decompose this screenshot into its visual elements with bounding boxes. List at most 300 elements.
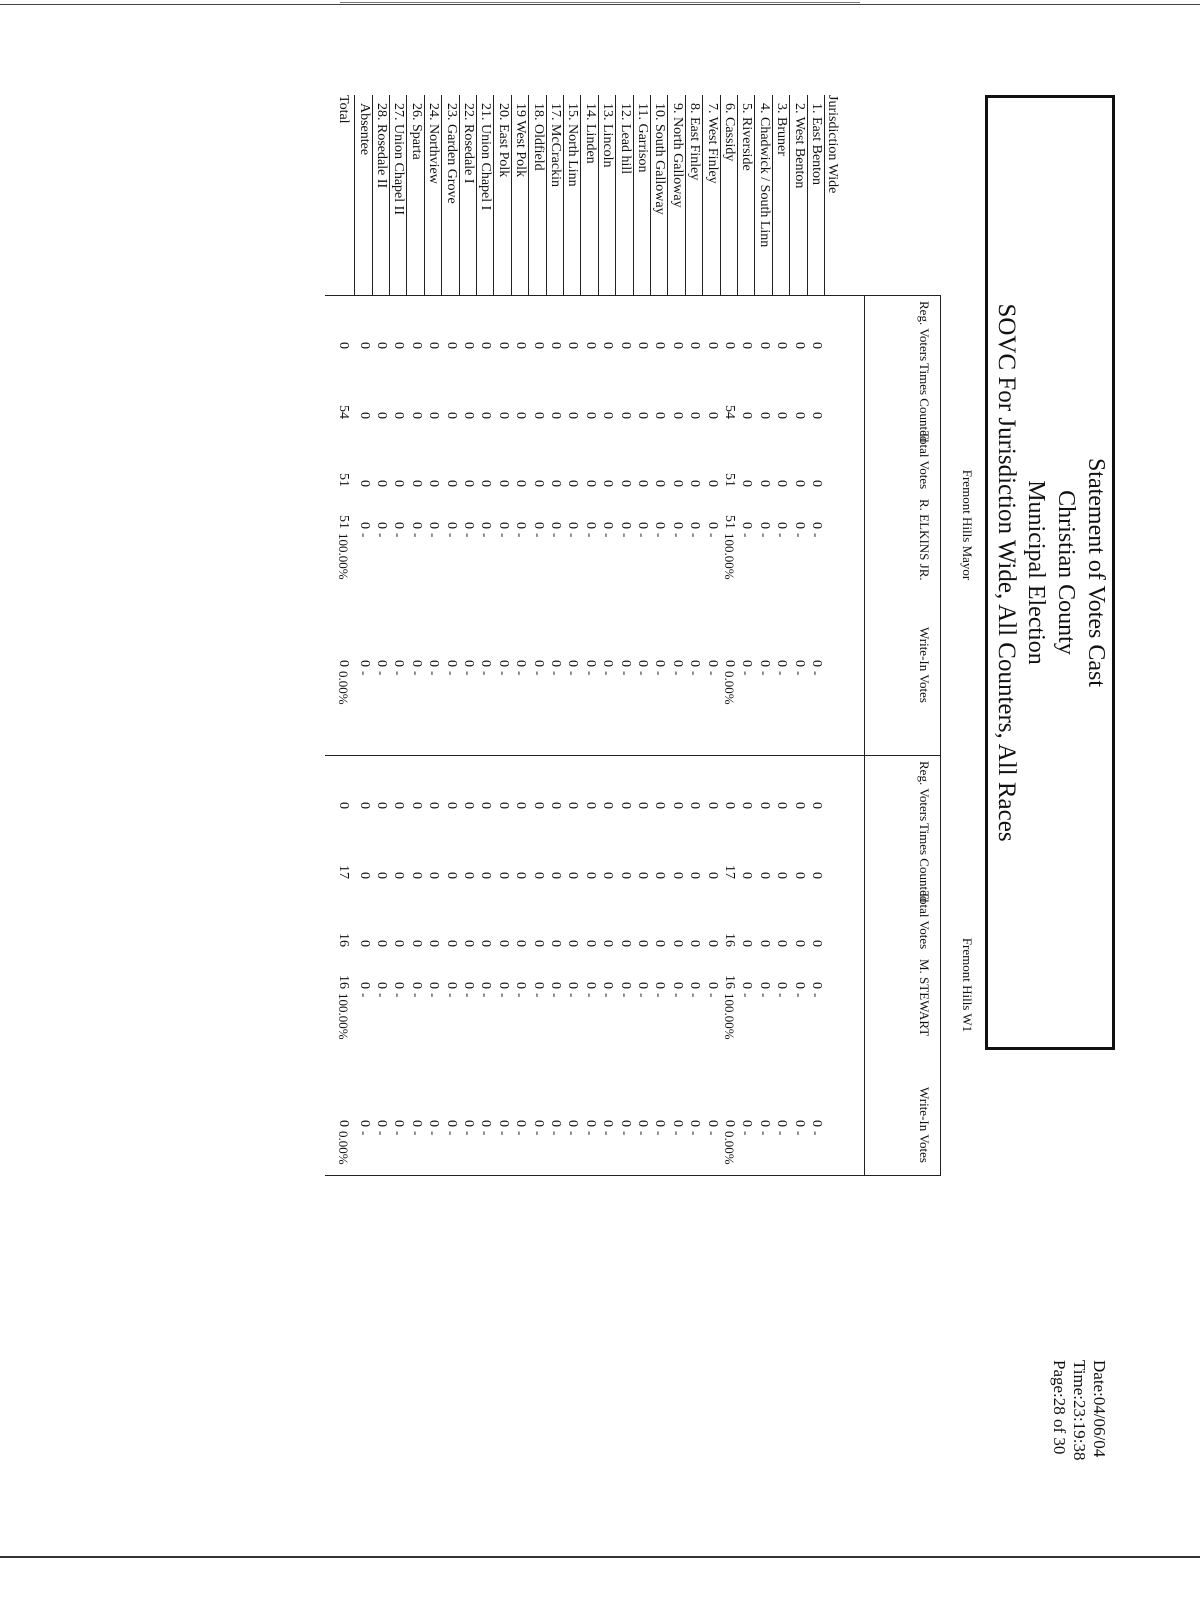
percent-cell: - (513, 533, 529, 538)
count-cell: 0 (652, 802, 668, 809)
count-cell: 0 (791, 872, 807, 879)
row-rule (528, 95, 529, 295)
count-cell: 0 (408, 480, 424, 487)
count-cell: 0 (809, 802, 824, 809)
count-cell: 0 (582, 1120, 598, 1127)
percent-cell: - (791, 993, 807, 998)
table-row (650, 95, 668, 1175)
percent-cell: - (391, 671, 407, 676)
percent-cell: - (374, 671, 389, 676)
count-cell: 0 (461, 802, 476, 809)
count-cell: 0 (391, 982, 407, 989)
count-cell: 0 (617, 802, 633, 809)
count-cell: 0 (809, 522, 824, 529)
count-cell: 0 (530, 342, 546, 349)
row-rule (737, 95, 738, 295)
table-row (755, 95, 773, 1175)
count-cell: 0 (652, 412, 668, 419)
percent-cell: - (774, 1131, 790, 1136)
table-row (616, 95, 634, 1175)
percent-cell: - (408, 671, 424, 676)
percent-cell: - (582, 1131, 598, 1136)
count-cell: 0 (426, 940, 442, 947)
count-cell: 0 (356, 480, 372, 487)
count-cell: 0 (478, 1120, 494, 1127)
count-cell: 0 (669, 872, 685, 879)
percent-cell: - (548, 1131, 563, 1136)
percent-cell: - (600, 533, 616, 538)
percent-cell: - (652, 993, 668, 998)
percent-cell: - (739, 533, 755, 538)
jurisdiction-name: 12. Lead hill (617, 103, 633, 175)
count-cell: 0 (391, 412, 407, 419)
count-cell: 0 (617, 660, 633, 667)
count-cell: 51 (722, 515, 737, 529)
count-cell: 0 (408, 802, 424, 809)
count-cell: 0 (495, 940, 511, 947)
count-cell: 0 (756, 1120, 772, 1127)
count-cell: 0 (739, 982, 755, 989)
count-cell: 0 (443, 660, 459, 667)
jurisdiction-name: 1. East Benton (809, 103, 824, 186)
count-cell: 0 (478, 342, 494, 349)
count-cell: 0 (791, 480, 807, 487)
percent-cell: - (669, 533, 685, 538)
percent-cell: - (739, 993, 755, 998)
percent-cell: - (530, 1131, 546, 1136)
count-cell: 0 (426, 342, 442, 349)
count-cell: 0 (391, 802, 407, 809)
percent-cell: - (548, 533, 563, 538)
count-cell: 0 (374, 660, 389, 667)
percent-cell: - (652, 671, 668, 676)
jurisdiction-name: 17. McCrackin (548, 103, 563, 187)
percent-cell: - (391, 1131, 407, 1136)
count-cell: 0 (495, 802, 511, 809)
percent-cell: - (687, 1131, 703, 1136)
count-cell: 0 (565, 522, 581, 529)
count-cell: 0 (565, 940, 581, 947)
report-date: Date:04/06/04 (1090, 1360, 1109, 1458)
count-cell: 0 (669, 342, 685, 349)
count-cell: 0 (756, 342, 772, 349)
percent-cell: - (374, 993, 389, 998)
table-row (581, 95, 599, 1175)
col-candidate: M. STEWART (917, 959, 932, 1037)
count-cell: 0 (548, 480, 563, 487)
count-cell: 0 (443, 982, 459, 989)
count-cell: 0 (617, 342, 633, 349)
count-cell: 0 (809, 412, 824, 419)
count-cell: 0 (739, 1120, 755, 1127)
jurisdiction-name: 18. Oldfield (530, 103, 546, 171)
percent-cell: - (809, 993, 824, 998)
report-title-block (991, 95, 1111, 1050)
count-cell: 0 (513, 412, 529, 419)
count-cell: 0 (791, 982, 807, 989)
percent-cell: - (756, 993, 772, 998)
count-cell: 0 (809, 660, 824, 667)
percent-cell: - (774, 671, 790, 676)
count-cell: 0 (374, 342, 389, 349)
count-cell: 0 (565, 1120, 581, 1127)
count-cell: 0 (495, 480, 511, 487)
count-cell: 0 (687, 480, 703, 487)
percent-cell: - (704, 1131, 720, 1136)
count-cell: 0 (374, 1120, 389, 1127)
row-rule (406, 95, 407, 295)
table-row (703, 95, 721, 1175)
count-cell: 0 (513, 342, 529, 349)
percent-cell: - (652, 1131, 668, 1136)
percent-cell: - (461, 1131, 476, 1136)
table-row (494, 95, 512, 1175)
count-cell: 0 (478, 940, 494, 947)
count-cell: 0 (582, 940, 598, 947)
count-cell: 0 (335, 802, 351, 809)
count-cell: 0 (565, 802, 581, 809)
table-row (529, 95, 547, 1175)
count-cell: 0 (600, 342, 616, 349)
jurisdiction-name: 3. Bruner (774, 103, 790, 156)
count-cell: 0 (374, 982, 389, 989)
jurisdiction-name: 7. West Finley (704, 103, 720, 184)
count-cell: 0 (600, 1120, 616, 1127)
percent-cell: 0.00% (335, 671, 351, 705)
count-cell: 0 (356, 412, 372, 419)
report-page: Page:28 of 30 (1050, 1360, 1069, 1455)
jurisdiction-name: 15. North Linn (565, 103, 581, 187)
count-cell: 0 (722, 342, 737, 349)
count-cell: 0 (530, 660, 546, 667)
count-cell: 0 (461, 1120, 476, 1127)
count-cell: 0 (722, 660, 737, 667)
count-cell: 0 (478, 660, 494, 667)
table-row (790, 95, 808, 1175)
count-cell: 0 (408, 982, 424, 989)
percent-cell: - (582, 533, 598, 538)
count-cell: 0 (600, 982, 616, 989)
row-rule (424, 95, 425, 295)
report-subtitle: SOVC For Jurisdiction Wide, All Counters, All Races (993, 303, 1020, 842)
row-rule (615, 95, 616, 295)
percent-cell: - (356, 533, 372, 538)
jurisdiction-name: Absentee (356, 103, 372, 156)
count-cell: 0 (426, 802, 442, 809)
count-cell: 0 (443, 1120, 459, 1127)
count-cell: 0 (495, 412, 511, 419)
election-name: Municipal Election (1023, 480, 1049, 665)
jurisdiction-name: 10. South Galloway (652, 103, 668, 215)
percent-cell: - (443, 671, 459, 676)
row-rule (441, 95, 442, 295)
count-cell: 0 (356, 1120, 372, 1127)
count-cell: 0 (530, 940, 546, 947)
count-cell: 0 (461, 342, 476, 349)
table-row (355, 95, 373, 1175)
percent-cell: - (530, 671, 546, 676)
count-cell: 0 (635, 660, 650, 667)
col-write-in: Write-In Votes (917, 627, 932, 703)
percent-cell: - (356, 1131, 372, 1136)
percent-cell: - (600, 671, 616, 676)
percent-cell: - (495, 993, 511, 998)
percent-cell: - (565, 993, 581, 998)
count-cell: 0 (513, 940, 529, 947)
count-cell: 51 (722, 473, 737, 487)
scan-edge-top-short (340, 2, 860, 3)
col-times-counted: Times Counted (917, 823, 932, 903)
count-cell: 0 (617, 982, 633, 989)
count-cell: 0 (652, 982, 668, 989)
percent-cell: - (408, 533, 424, 538)
count-cell: 0 (739, 412, 755, 419)
row-rule (824, 95, 825, 295)
count-cell: 0 (478, 412, 494, 419)
count-cell: 0 (374, 412, 389, 419)
count-cell: 0 (478, 480, 494, 487)
count-cell: 0 (809, 872, 824, 879)
row-rule (459, 95, 460, 295)
percent-cell: - (704, 993, 720, 998)
count-cell: 0 (408, 940, 424, 947)
percent-cell: 0.00% (722, 1131, 737, 1165)
county-name: Christian County (1053, 490, 1079, 655)
jurisdiction-name: 26. Sparta (408, 103, 424, 160)
count-cell: 0 (774, 660, 790, 667)
percent-cell: - (461, 993, 476, 998)
count-cell: 0 (756, 522, 772, 529)
row-rule (476, 95, 477, 295)
count-cell: 0 (704, 872, 720, 879)
row-rule (580, 95, 581, 295)
row-rule (563, 95, 564, 295)
count-cell: 0 (652, 480, 668, 487)
jurisdiction-name: 28. Rosedale II (374, 103, 389, 189)
count-cell: 0 (687, 412, 703, 419)
count-cell: 0 (756, 940, 772, 947)
jurisdiction-name: 23. Garden Grove (443, 103, 459, 204)
percent-cell: - (461, 533, 476, 538)
percent-cell: - (478, 1131, 494, 1136)
percent-cell: - (443, 1131, 459, 1136)
count-cell: 0 (548, 940, 563, 947)
count-cell: 0 (426, 480, 442, 487)
count-cell: 0 (461, 982, 476, 989)
col-total-votes: Total Votes (917, 431, 932, 490)
count-cell: 0 (461, 522, 476, 529)
table-row (546, 95, 564, 1175)
table-row (807, 95, 825, 1175)
percent-cell: - (600, 993, 616, 998)
count-cell: 0 (495, 1120, 511, 1127)
percent-cell: - (756, 1131, 772, 1136)
percent-cell: - (617, 1131, 633, 1136)
count-cell: 0 (408, 660, 424, 667)
count-cell: 0 (548, 660, 563, 667)
count-cell: 0 (443, 802, 459, 809)
count-cell: 0 (513, 480, 529, 487)
table-row (772, 95, 790, 1175)
count-cell: 0 (669, 660, 685, 667)
count-cell: 0 (704, 1120, 720, 1127)
count-cell: 0 (669, 940, 685, 947)
count-cell: 16 (335, 933, 351, 947)
row-rule (372, 95, 373, 295)
jurisdiction-name: 11. Garrison (635, 103, 650, 173)
count-cell: 0 (461, 940, 476, 947)
count-cell: 0 (391, 660, 407, 667)
count-cell: 0 (408, 1120, 424, 1127)
percent-cell: - (617, 671, 633, 676)
count-cell: 0 (722, 802, 737, 809)
jurisdiction-header: Jurisdiction Wide (825, 95, 840, 194)
count-cell: 0 (548, 872, 563, 879)
total-row (334, 95, 352, 1175)
percent-cell: - (548, 671, 563, 676)
report-title: Statement of Votes Cast (1083, 457, 1109, 688)
count-cell: 54 (722, 405, 737, 419)
count-cell: 17 (335, 865, 351, 879)
count-cell: 0 (687, 872, 703, 879)
percent-cell: - (478, 533, 494, 538)
percent-cell: - (443, 533, 459, 538)
col-reg-voters: Reg. Voters (917, 301, 932, 362)
count-cell: 0 (408, 522, 424, 529)
count-cell: 0 (461, 480, 476, 487)
count-cell: 0 (548, 802, 563, 809)
count-cell: 0 (774, 982, 790, 989)
percent-cell: - (809, 533, 824, 538)
row-rule (511, 95, 512, 295)
count-cell: 0 (582, 342, 598, 349)
count-cell: 0 (635, 940, 650, 947)
count-cell: 0 (408, 342, 424, 349)
table-row (598, 95, 616, 1175)
count-cell: 0 (809, 480, 824, 487)
percent-cell: - (426, 671, 442, 676)
percent-cell: - (356, 671, 372, 676)
percent-cell: - (739, 1131, 755, 1136)
percent-cell: - (478, 671, 494, 676)
count-cell: 0 (478, 872, 494, 879)
jurisdiction-name: 24. Northview (426, 103, 442, 184)
row-rule (702, 95, 703, 295)
count-cell: 0 (443, 940, 459, 947)
count-cell: 0 (704, 660, 720, 667)
jurisdiction-name: 6. Cassidy (722, 103, 737, 162)
count-cell: 0 (635, 802, 650, 809)
percent-cell: - (443, 993, 459, 998)
row-rule (354, 95, 355, 295)
table-row (633, 95, 651, 1175)
count-cell: 0 (774, 1120, 790, 1127)
count-cell: 0 (774, 940, 790, 947)
count-cell: 0 (756, 480, 772, 487)
col-total-votes: Total Votes (917, 891, 932, 950)
count-cell: 0 (774, 522, 790, 529)
count-cell: 0 (809, 982, 824, 989)
count-cell: 0 (530, 480, 546, 487)
count-cell: 0 (791, 412, 807, 419)
row-rule (633, 95, 634, 295)
count-cell: 0 (617, 522, 633, 529)
count-cell: 51 (335, 515, 351, 529)
percent-cell: - (478, 993, 494, 998)
col-candidate: R. ELKINS JR. (917, 499, 932, 581)
percent-cell: - (548, 993, 563, 998)
race-title-mayor: Fremont Hills Mayor (960, 469, 975, 581)
count-cell: 0 (374, 872, 389, 879)
jurisdiction-name: 2. West Benton (791, 103, 807, 189)
percent-cell: - (669, 1131, 685, 1136)
count-cell: 0 (356, 872, 372, 879)
count-cell: 0 (704, 342, 720, 349)
count-cell: 0 (704, 412, 720, 419)
row-rule (493, 95, 494, 295)
count-cell: 0 (652, 522, 668, 529)
count-cell: 0 (669, 480, 685, 487)
count-cell: 0 (478, 802, 494, 809)
count-cell: 0 (739, 872, 755, 879)
jurisdiction-name: 19 West Polk (513, 103, 529, 178)
count-cell: 0 (669, 412, 685, 419)
count-cell: 0 (391, 522, 407, 529)
count-cell: 0 (617, 872, 633, 879)
percent-cell: - (461, 671, 476, 676)
jurisdiction-name: 14. Linden (582, 103, 598, 164)
count-cell: 0 (600, 412, 616, 419)
percent-cell: - (687, 993, 703, 998)
jurisdiction-name: 20. East Polk (495, 103, 511, 178)
jurisdiction-name: 27. Union Chapel II (391, 103, 407, 215)
count-cell: 0 (461, 660, 476, 667)
table-row (720, 95, 738, 1175)
count-cell: 0 (617, 1120, 633, 1127)
count-cell: 0 (426, 412, 442, 419)
count-cell: 0 (565, 982, 581, 989)
col-write-in: Write-In Votes (917, 1087, 932, 1163)
count-cell: 0 (739, 342, 755, 349)
percent-cell: - (408, 1131, 424, 1136)
count-cell: 0 (356, 982, 372, 989)
count-cell: 0 (669, 802, 685, 809)
table-row (389, 95, 407, 1175)
percent-cell: - (513, 1131, 529, 1136)
count-cell: 0 (530, 1120, 546, 1127)
percent-cell: 0.00% (722, 671, 737, 705)
count-cell: 0 (461, 412, 476, 419)
count-cell: 0 (513, 660, 529, 667)
count-cell: 0 (426, 522, 442, 529)
percent-cell: 100.00% (335, 993, 351, 1040)
count-cell: 0 (513, 872, 529, 879)
jurisdiction-name: 4. Chadwick / South Linn (756, 103, 772, 248)
percent-cell: - (809, 1131, 824, 1136)
row-rule (807, 95, 808, 295)
count-cell: 0 (739, 940, 755, 947)
count-cell: 0 (704, 802, 720, 809)
count-cell: 0 (756, 802, 772, 809)
count-cell: 0 (756, 982, 772, 989)
count-cell: 0 (495, 660, 511, 667)
row-rule (754, 95, 755, 295)
count-cell: 0 (478, 982, 494, 989)
count-cell: 0 (335, 660, 351, 667)
percent-cell: - (739, 671, 755, 676)
percent-cell: - (426, 1131, 442, 1136)
count-cell: 0 (652, 1120, 668, 1127)
